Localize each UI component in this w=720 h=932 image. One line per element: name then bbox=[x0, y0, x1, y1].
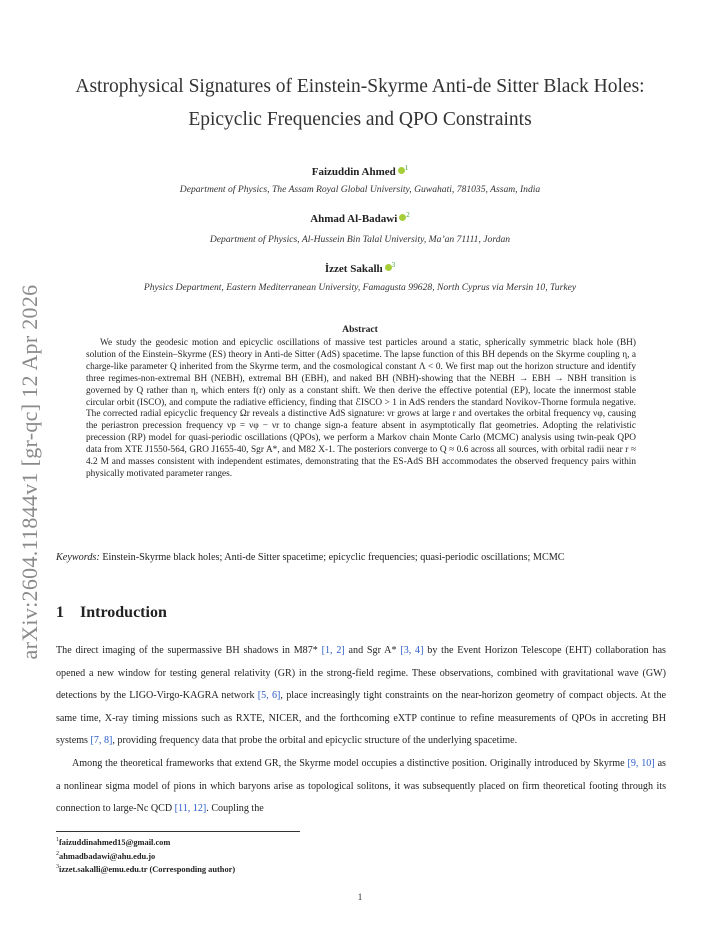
orcid-icon[interactable] bbox=[385, 264, 392, 271]
author-name: Faizuddin Ahmed bbox=[311, 166, 396, 178]
text-run: , providing frequency data that probe the orbital and epicyclic structure of the underlying spacetime. bbox=[112, 735, 518, 747]
citation-link[interactable]: [5, 6] bbox=[257, 690, 281, 702]
arxiv-stamp-text: arXiv:2604.11844v1 [gr-qc] 12 Apr 2026 bbox=[17, 284, 42, 660]
footnote-email[interactable]: faizuddinahmed15@gmail.com bbox=[59, 837, 171, 847]
paragraph-1 bbox=[56, 640, 666, 753]
abstract-heading: Abstract bbox=[342, 324, 378, 335]
author-name: İzzet Sakallı bbox=[324, 263, 383, 275]
title-line-1: Astrophysical Signatures of Einstein-Skyrme Anti-de Sitter Black Holes: bbox=[75, 76, 645, 97]
footnote-mark[interactable]: 3 bbox=[391, 261, 396, 269]
text-run: The direct imaging of the supermassive BH shadows in M87* bbox=[56, 645, 322, 656]
keywords-text: Einstein-Skyrme black holes; Anti-de Sitter spacetime; epicyclic frequencies; quasi-periodic oscillations; MCMC bbox=[102, 552, 565, 563]
author-1 bbox=[60, 164, 660, 178]
citation-link[interactable]: [3, 4] bbox=[400, 645, 424, 656]
footnote-number: 3 bbox=[56, 864, 59, 871]
footnote-email[interactable]: izzet.sakalli@emu.edu.tr (Corresponding author) bbox=[59, 864, 236, 874]
title-line-2: Epicyclic Frequencies and QPO Constraints bbox=[188, 109, 532, 130]
paper-title bbox=[40, 70, 680, 136]
citation-link[interactable]: [9, 10] bbox=[627, 757, 655, 769]
author-2 bbox=[60, 211, 660, 225]
text-run: and Sgr A* bbox=[344, 645, 401, 656]
orcid-icon[interactable] bbox=[398, 167, 405, 174]
section-title: Introduction bbox=[80, 604, 167, 621]
text-run: as a nonlinear sigma model of pions in which baryons arise as topological solitons, it was subsequently placed on firm theoretical footing through its connection to large-Nc QCD bbox=[56, 757, 666, 815]
affiliation-1: Department of Physics, The Assam Royal Global University, Guwahati, 781035, Assam, India bbox=[179, 184, 541, 195]
affiliation-2: Department of Physics, Al-Hussein Bin Talal University, Ma’an 71111, Jordan bbox=[209, 234, 511, 245]
keywords-label: Keywords: bbox=[56, 552, 100, 563]
abstract-text: We study the geodesic motion and epicyclic oscillations of massive test particles around a static, spherically symmetric black hole (BH) solution of the Einstein–Skyrme (ES) theory in Anti-de Sitter (AdS) spacetime. The lapse function of this BH depends on the Skyrme coupling η, a charge-like parameter Q inherited from the Skyrme term, and the cosmological constant Λ < 0. We first map out the horizon structure and identify three regimes-non-extremal BH (NEBH), extremal BH (EBH), and naked BH (NBH)-showing that the NEBH → EBH → NBH transition is governed by Q rather than η, which enters f(r) only as a constant shift. We then derive the effective potential (EP), locate the innermost stable circular orbit (ISCO), and compute the radiative efficiency, finding that ℰISCO > 1 in AdS renders the standard Novikov-Thorne formula negative. The corrected radial epicyclic frequency Ωr reveals a distinctive AdS signature: νr grows at large r and overtakes the orbital frequency νφ, causing the periastron precession frequency νp = νφ − νr to change sign-a feature absent in asymptotically flat geometries. Adopting the relativistic precession (RP) model for quasi-periodic oscillations (QPOs), we perform a Markov chain Monte Carlo (MCMC) analysis using twin-peak QPO data from XTE J1550-564, GRO J1655-40, Sgr A*, and M82 X-1. The posteriors converge to Q ≈ 0.6 across all sources, with orbital radii near r ≈ 4.2 M and masses consistent with independent estimates, demonstrating that the ES-AdS BH accommodates the observed frequency pairs within physically motivated parameter ranges. bbox=[86, 338, 636, 479]
citation-link[interactable]: [11, 12] bbox=[174, 803, 207, 815]
page-number: 1 bbox=[357, 892, 363, 903]
footnote-1 bbox=[56, 835, 235, 849]
text-run: , place increasingly tight constraints on the near-horizon geometry of compact objects. At the same time, X-ray timing missions such as RXTE, NICER, and the forthcoming eXTP continue to refine measurements of QPOs in accreting BH systems bbox=[56, 690, 667, 747]
text-run: Among the theoretical frameworks that extend GR, the Skyrme model occupies a distinctive position. Originally introduced by Skyrme bbox=[72, 757, 628, 769]
text-run: . Coupling the bbox=[206, 803, 264, 815]
citation-link[interactable]: [1, 2] bbox=[321, 645, 345, 656]
footnotes bbox=[56, 835, 235, 876]
footnote-number: 1 bbox=[56, 837, 59, 843]
footnote-mark[interactable]: 2 bbox=[406, 211, 410, 219]
keywords bbox=[56, 548, 666, 567]
footnote-2 bbox=[56, 849, 235, 863]
paragraph-2 bbox=[56, 753, 666, 821]
footnote-3 bbox=[56, 862, 235, 876]
affiliation-3: Physics Department, Eastern Mediterranean University, Famagusta 99628, North Cyprus via Mersin 10, Turkey bbox=[143, 282, 577, 293]
text-run: by the Event Horizon Telescope (EHT) collaboration has opened a new window for testing general relativity (GR) in the strong-field regime. These observations, combined with gravitational wave (GW) detections by the LIGO-Virgo-KAGRA network bbox=[56, 645, 666, 702]
section-number: 1 bbox=[56, 604, 64, 621]
footnote-number: 2 bbox=[56, 850, 59, 857]
author-3 bbox=[60, 261, 660, 275]
body-text bbox=[56, 640, 666, 821]
section-heading bbox=[56, 604, 167, 622]
footnote-email[interactable]: ahmadbadawi@ahu.edu.jo bbox=[59, 851, 156, 861]
citation-link[interactable]: [7, 8] bbox=[90, 735, 113, 747]
author-name: Ahmad Al-Badawi bbox=[310, 213, 398, 225]
footnote-divider bbox=[56, 831, 300, 832]
footnote-mark[interactable]: 1 bbox=[404, 164, 409, 172]
